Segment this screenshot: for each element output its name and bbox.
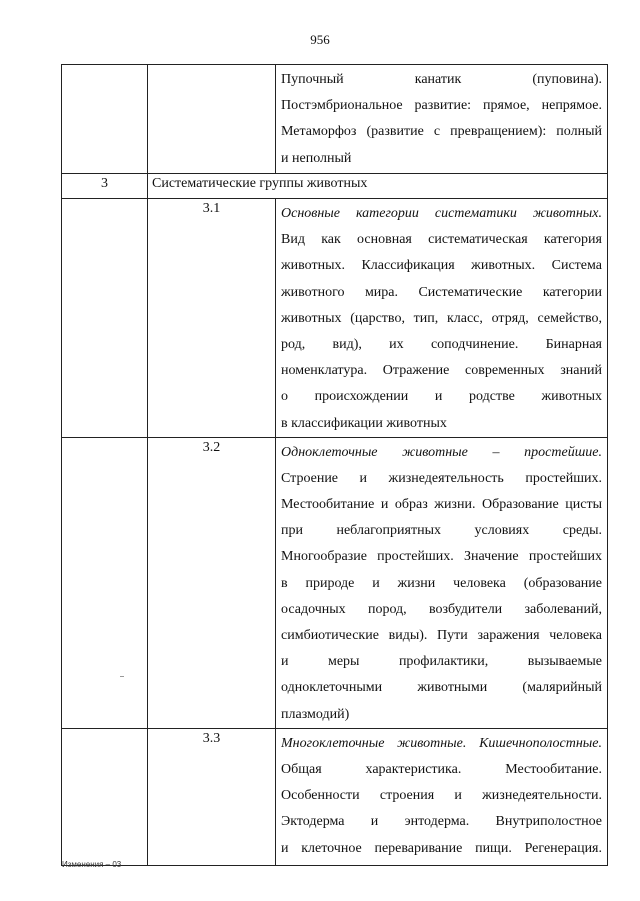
content-line: симбиотические виды). Пути заражения человека <box>281 628 602 643</box>
topic-heading: Многоклеточные животные. Кишечнополостные. <box>281 735 602 751</box>
content-line: при неблагоприятных условиях среды. <box>281 523 602 539</box>
content-line: Эктодерма и энтодерма. Внутриполостное <box>281 814 602 830</box>
table-cell-number <box>62 199 148 438</box>
content-line: осадочных пород, возбудители заболеваний, <box>281 601 602 617</box>
subsection-number: 3.2 <box>148 437 276 728</box>
content-line: животного мира. Систематические категории <box>281 284 602 300</box>
table-row <box>62 728 608 865</box>
content-line: и клеточное переваривание пищи. Регенерация. <box>281 840 602 856</box>
topic-heading: Одноклеточные животные – простейшие. <box>281 444 602 460</box>
table-row <box>62 199 608 438</box>
section-number: 3 <box>62 174 148 199</box>
table-cell-content <box>276 728 608 865</box>
table-cell-number <box>62 437 148 728</box>
content-line: Общая характеристика. Местообитание. <box>281 761 602 777</box>
content-line: в природе и жизни человека (образование <box>281 575 602 591</box>
content-line: животных. Классификация животных. Система <box>281 258 602 274</box>
content-line: Вид как основная систематическая категория <box>281 232 602 248</box>
content-line: в классификации животных <box>281 415 447 431</box>
content-line: Строение и жизнедеятельность простейших. <box>281 470 602 486</box>
content-line: номенклатура. Отражение современных знаний <box>281 363 602 379</box>
content-line: Метаморфоз (развитие с превращением): полный <box>281 124 602 140</box>
content-line: плазмодий) <box>281 706 350 722</box>
table-cell-content <box>276 199 608 438</box>
content-line: и меры профилактики, вызываемые <box>281 654 602 670</box>
content-line: Пупочный канатик (пуповина). <box>281 72 602 87</box>
table-row <box>62 174 608 199</box>
table-cell-content <box>276 437 608 728</box>
content-table <box>61 64 608 866</box>
section-title: Систематические группы животных <box>148 174 608 199</box>
content-line: род, вид), их соподчинение. Бинарная <box>281 336 602 352</box>
table-cell-subnumber <box>148 65 276 174</box>
page-number: 956 <box>310 32 330 47</box>
content-line: Многообразие простейших. Значение простейших <box>281 549 602 565</box>
margin-mark <box>120 676 124 677</box>
table-cell-number <box>62 65 148 174</box>
content-line: Постэмбриональное развитие: прямое, непрямое. <box>281 98 602 114</box>
subsection-number: 3.1 <box>148 199 276 438</box>
content-line: Особенности строения и жизнедеятельности. <box>281 788 602 804</box>
table-cell-content <box>276 65 608 174</box>
content-line: одноклеточными животными (малярийный <box>281 680 602 696</box>
table-cell-number <box>62 728 148 865</box>
content-line: о происхождении и родстве животных <box>281 389 602 405</box>
table-row <box>62 437 608 728</box>
subsection-number: 3.3 <box>148 728 276 865</box>
footer-revision: Изменения – 03 <box>62 860 122 869</box>
table-row <box>62 65 608 174</box>
content-line: Местообитание и образ жизни. Образование цисты <box>281 497 602 513</box>
topic-heading: Основные категории систематики животных. <box>281 206 602 221</box>
content-line: и неполный <box>281 150 352 166</box>
content-line: животных (царство, тип, класс, отряд, семейство, <box>281 310 602 326</box>
